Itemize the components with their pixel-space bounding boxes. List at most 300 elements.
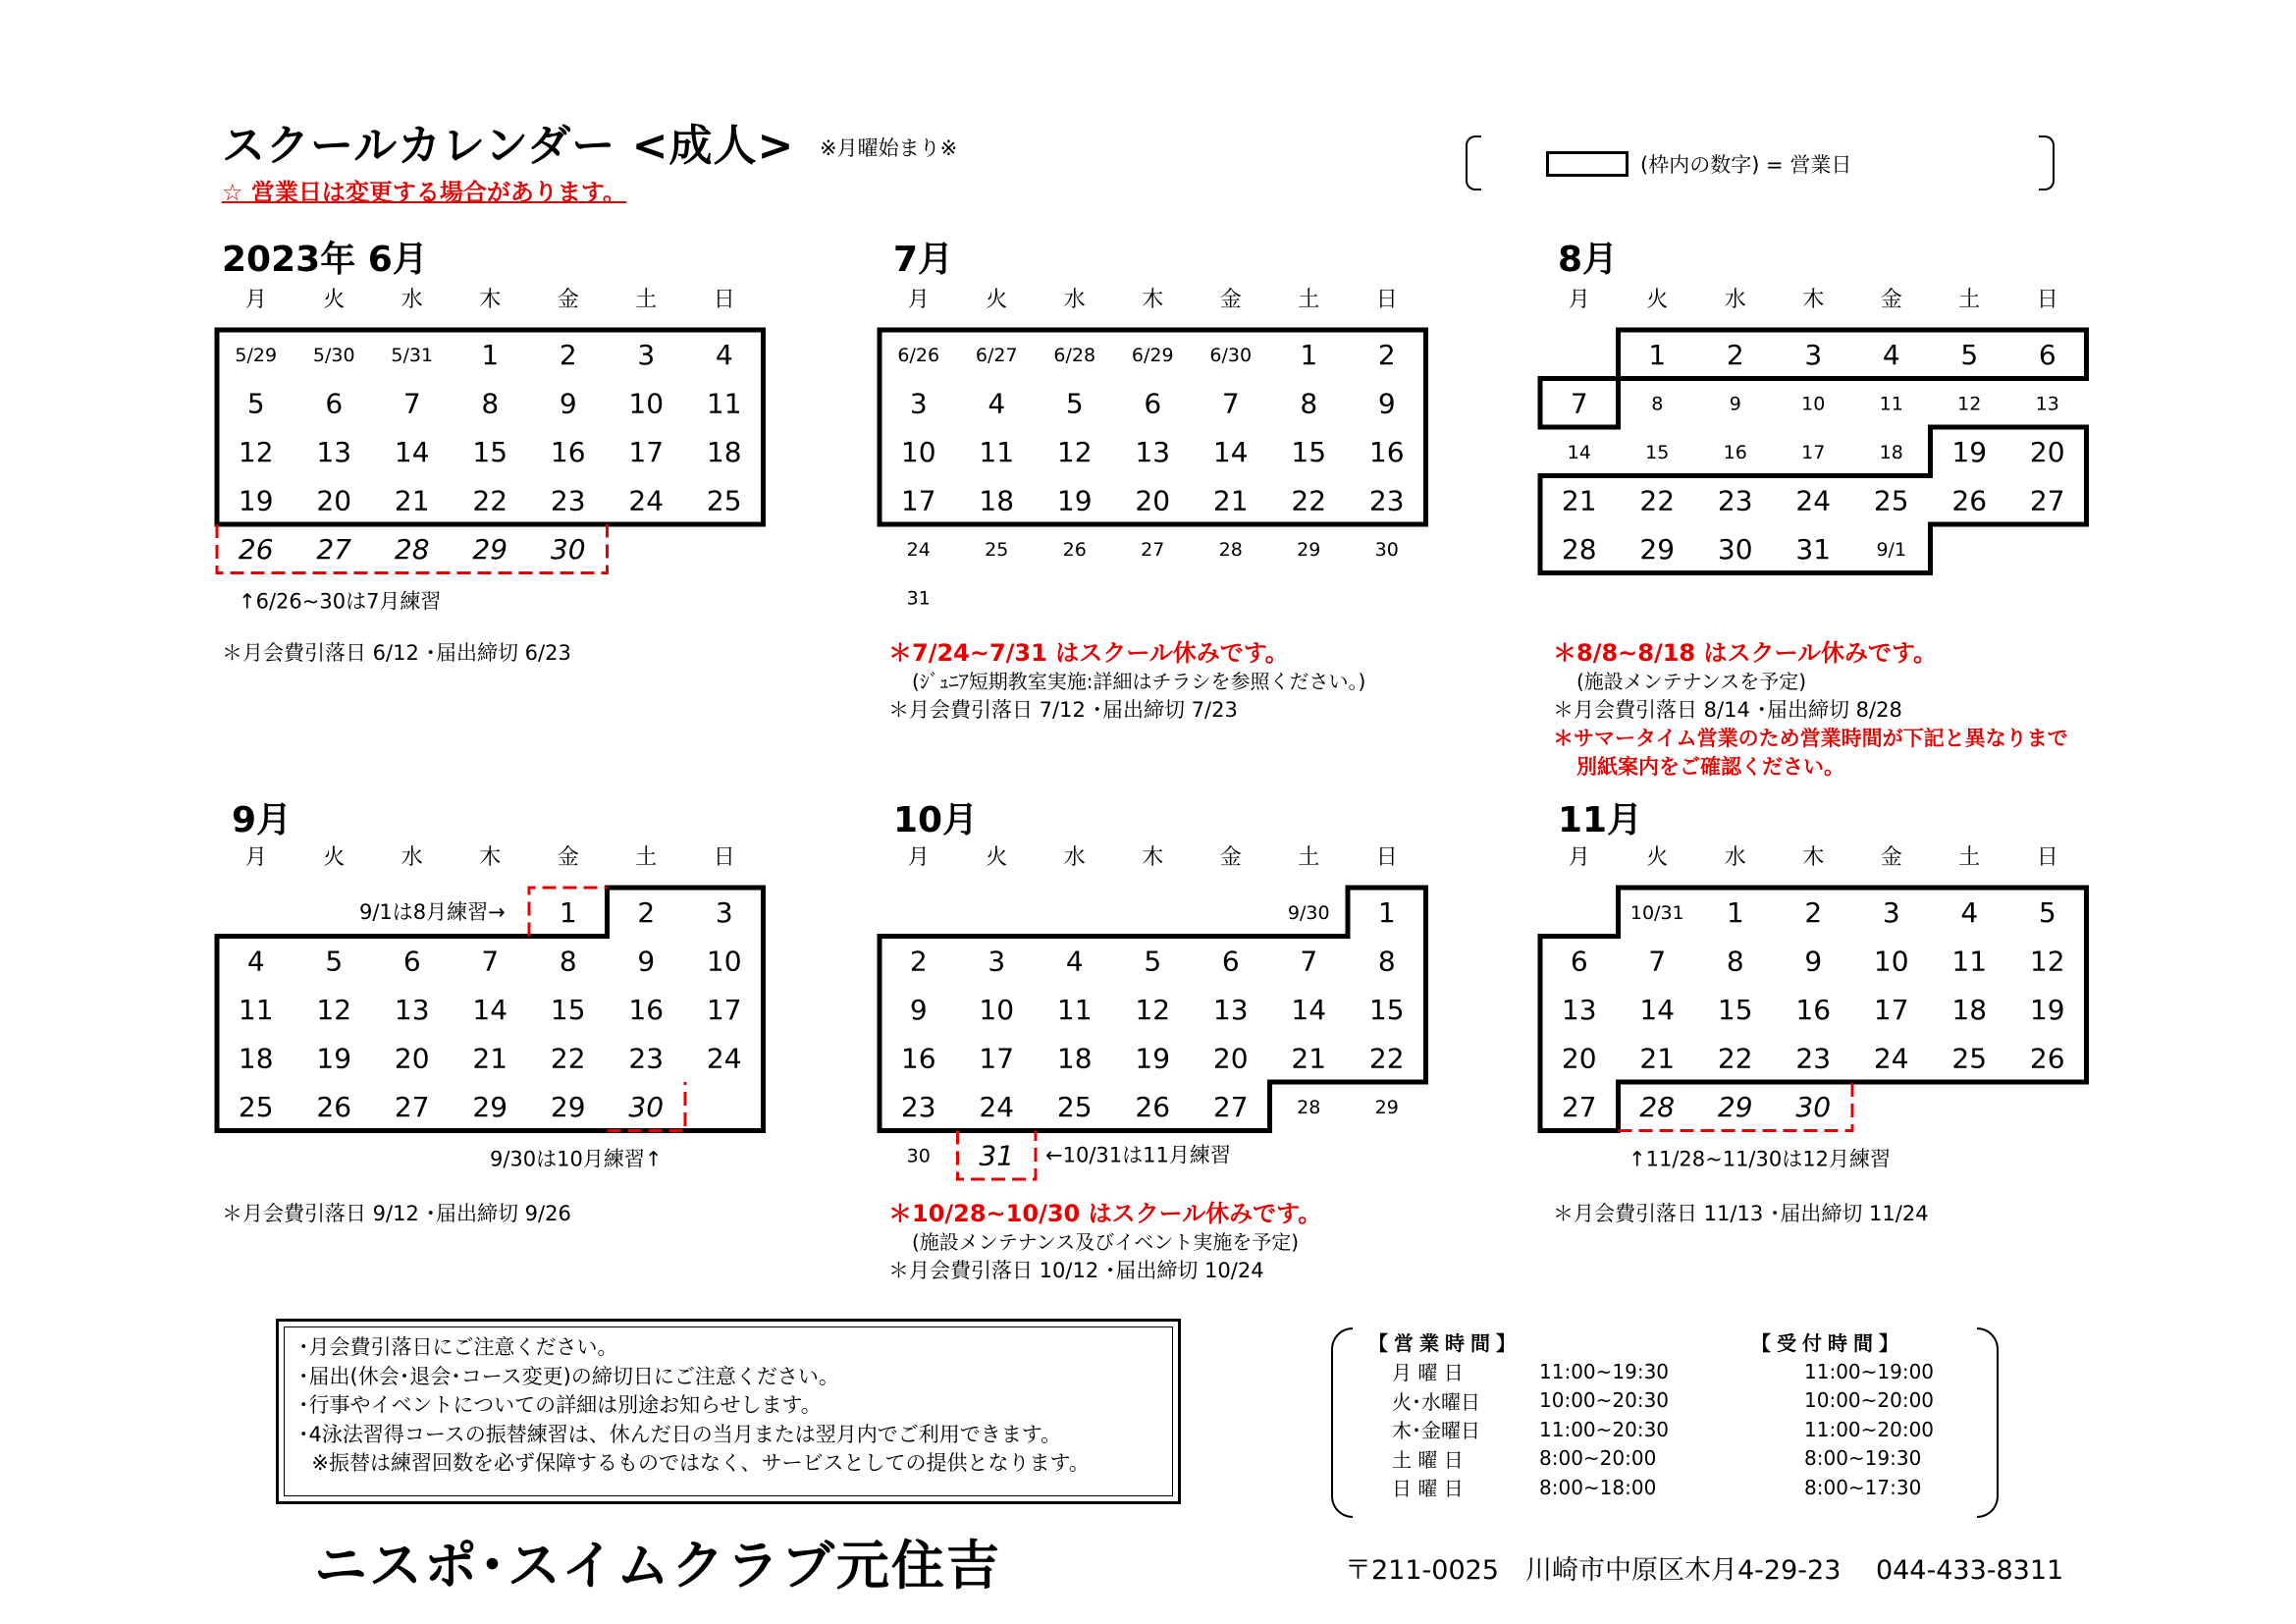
day-cell: 23 [1368,484,1405,517]
day-cell: 11 [238,993,274,1026]
day-cell: 30 [550,532,586,566]
day-cell: 11 [1951,945,1988,978]
weekday-header: 土 [1958,845,1981,870]
day-cell: 31 [1795,532,1832,566]
day-cell: 12 [1957,393,1982,415]
day-cell: 7 [1300,945,1318,978]
day-cell: 20 [316,484,352,517]
day-cell: 30 [1795,1090,1832,1123]
hours-table [1331,1327,1999,1514]
hours-row [1392,1444,1934,1474]
day-cell: 22 [1368,1042,1405,1075]
day-cell: 19 [1056,484,1093,517]
day-cell: 1 [1726,895,1744,929]
day-cell: 14 [1291,993,1327,1026]
day-cell: 7 [1648,945,1667,978]
calendar-note: ＊月会費引落日 7/12 ･届出締切 7/23 [888,698,1238,722]
weekday-header: 土 [635,845,658,870]
calendar-note: ＊月会費引落日 9/12 ･届出締切 9/26 [222,1202,571,1225]
day-cell: 21 [1291,1042,1327,1075]
day-cell: 12 [1056,435,1093,468]
weekday-header: 金 [1219,845,1242,870]
weekday-header: 木 [1802,845,1825,870]
day-cell: 27 [2029,484,2065,517]
day-cell: 3 [1804,338,1823,371]
day-cell: 30 [906,1145,931,1167]
weekday-header: 金 [1880,288,1902,312]
day-cell: 29 [472,1090,508,1123]
hours-day: 火･水曜日 [1392,1389,1480,1414]
calendar-note: 別紙案内をご確認ください。 [1576,755,1844,779]
weekday-header: 金 [557,845,579,870]
day-cell: 29 [1374,1096,1399,1118]
day-cell: 25 [1056,1090,1093,1123]
day-cell: 1 [1300,338,1318,371]
notice-box [276,1319,1181,1504]
calendar-note: (ｼﾞｭﾆｱ短期教室実施:詳細はチラシを参照ください。) [912,670,1366,693]
day-cell: 19 [1951,435,1988,468]
day-cell: 9 [1729,393,1741,415]
notes-july [888,639,1365,725]
weekday-header: 日 [2036,288,2058,312]
day-cell: 8 [1377,945,1396,978]
day-cell: 12 [238,435,274,468]
weekday-header: 月 [1568,845,1590,870]
day-cell: 6 [1221,945,1240,978]
day-cell: 1 [559,895,577,929]
day-cell: 27 [1561,1090,1597,1123]
page-title: スクールカレンダー <成人> [222,121,795,171]
day-cell: 18 [706,435,742,468]
title-note: ※月曜始まり※ [820,136,958,160]
weekday-header: 日 [713,288,735,312]
weekday-header: 金 [1880,845,1902,870]
day-cell: 9 [1377,387,1396,420]
day-cell: 22 [472,484,508,517]
day-cell: 17 [1801,441,1826,463]
calendar-1-cells [897,288,1404,609]
day-cell: 14 [1639,993,1676,1026]
day-cell: 13 [2035,393,2059,415]
weekday-header: 水 [400,845,423,870]
day-cell: 9 [909,993,928,1026]
day-cell: 2 [1377,338,1396,371]
hours-row [1392,1415,1934,1444]
calendar-note: ＊8/8~8/18 はスクール休みです。 [1553,639,1938,667]
day-cell: 3 [637,338,656,371]
day-cell: 26 [316,1090,352,1123]
hours-bracket-right [1977,1327,1999,1518]
calendar-annotation: 9/30は10月練習↑ [490,1147,663,1171]
weekday-header: 日 [713,845,735,870]
day-cell: 23 [628,1042,665,1075]
day-cell: 18 [979,484,1015,517]
day-cell: 6/27 [975,344,1018,366]
day-cell: 4 [988,387,1006,420]
calendar-note: ＊月会費引落日 11/13 ･届出締切 11/24 [1553,1202,1929,1225]
day-cell: 19 [238,484,274,517]
day-cell: 9 [559,387,577,420]
day-cell: 21 [1561,484,1597,517]
day-cell: 24 [1795,484,1832,517]
day-cell: 23 [1717,484,1753,517]
day-cell: 6/28 [1053,344,1096,366]
weekday-header: 土 [1958,288,1981,312]
hours-business: 11:00~20:30 [1539,1417,1670,1441]
weekday-header: 土 [1298,845,1320,870]
calendar-title: 8月 [1558,240,1619,280]
day-cell: 24 [906,538,931,561]
reception-hours-header: 【受付時間】 [1751,1331,1904,1356]
day-cell: 2 [1804,895,1823,929]
day-cell: 2 [637,895,656,929]
day-cell: 19 [2029,993,2065,1026]
day-cell: 28 [1561,532,1597,566]
day-cell: 12 [1135,993,1171,1026]
day-cell: 9/1 [1876,538,1907,561]
day-cell: 6/29 [1131,344,1174,366]
day-cell: 3 [1882,895,1900,929]
day-cell: 7 [1570,387,1588,420]
day-cell: 22 [1291,484,1327,517]
day-cell: 24 [706,1042,742,1075]
day-cell: 15 [1717,993,1753,1026]
day-cell: 10 [1801,393,1826,415]
day-cell: 26 [2029,1042,2065,1075]
day-cell: 12 [316,993,352,1026]
weekday-header: 金 [1219,288,1242,312]
day-cell: 18 [238,1042,274,1075]
day-cell: 8 [559,945,577,978]
notice-item: ※振替は練習回数を必ず保障するものではなく、サービスとしての提供となります。 [298,1451,1090,1475]
day-cell: 12 [2029,945,2065,978]
day-cell: 30 [628,1090,665,1123]
hours-row [1392,1357,1934,1386]
day-cell: 5 [2038,895,2056,929]
calendar-note: (施設メンテナンス及びイベント実施を予定) [912,1230,1300,1254]
notes-august [1553,639,2068,782]
club-name: ニスポ･スイムクラブ元住吉 [314,1535,1001,1597]
day-cell: 1 [1648,338,1667,371]
day-cell: 2 [909,945,928,978]
day-cell: 18 [1879,441,1903,463]
weekday-header: 日 [1375,288,1398,312]
day-cell: 29 [1717,1090,1753,1123]
hours-day: 木･金曜日 [1392,1419,1480,1443]
hours-row [1392,1473,1934,1502]
day-cell: 8 [481,387,500,420]
calendar-title: 11月 [1558,800,1643,840]
weekday-header: 木 [1142,845,1164,870]
hours-reception: 10:00~20:00 [1804,1388,1935,1413]
hours-day: 月 曜 日 [1392,1361,1464,1385]
calendar-note: ＊月会費引落日 10/12 ･届出締切 10/24 [888,1259,1264,1282]
day-cell: 3 [988,945,1006,978]
day-cell: 6/26 [897,344,940,366]
day-cell: 17 [628,435,665,468]
day-cell: 5 [1144,945,1162,978]
hours-business: 10:00~20:30 [1539,1388,1670,1413]
notes-june [222,639,571,668]
day-cell: 24 [628,484,665,517]
day-cell: 5/30 [312,344,355,366]
day-cell: 28 [1218,538,1243,561]
day-cell: 4 [246,945,265,978]
calendar-note: ＊月会費引落日 8/14 ･届出締切 8/28 [1553,698,1902,722]
notice-item: ･月会費引落日にご注意ください。 [298,1335,618,1359]
day-cell: 20 [1212,1042,1249,1075]
day-cell: 13 [1561,993,1597,1026]
hours-reception: 8:00~19:30 [1804,1446,1922,1471]
day-cell: 19 [1135,1042,1171,1075]
day-cell: 11 [1879,393,1903,415]
day-cell: 23 [900,1090,936,1123]
day-cell: 3 [715,895,733,929]
calendar-annotation: ↑11/28~11/30は12月練習 [1629,1147,1891,1171]
day-cell: 27 [394,1090,430,1123]
weekday-header: 月 [907,288,930,312]
weekday-header: 月 [907,845,930,870]
weekday-header: 火 [1646,845,1669,870]
notes-september [222,1200,571,1228]
weekday-header: 日 [2036,845,2058,870]
day-cell: 27 [1212,1090,1249,1123]
calendar-title: 10月 [893,800,979,840]
calendar-title: 9月 [232,800,293,840]
weekday-header: 木 [1142,288,1164,312]
calendar-4-cells [901,845,1405,1171]
day-cell: 26 [1951,484,1988,517]
day-cell: 16 [1795,993,1832,1026]
day-cell: 25 [706,484,742,517]
day-cell: 25 [238,1090,274,1123]
day-cell: 16 [1723,441,1747,463]
day-cell: 18 [1056,1042,1093,1075]
day-cell: 9/30 [1287,901,1330,924]
hours-business: 8:00~18:00 [1539,1475,1657,1499]
weekday-header: 水 [1724,845,1746,870]
weekday-header: 水 [1063,288,1086,312]
calendar-title: 7月 [893,240,954,280]
day-cell: 4 [715,338,733,371]
day-cell: 7 [402,387,421,420]
day-cell: 21 [472,1042,508,1075]
day-cell: 28 [394,532,430,566]
day-cell: 23 [1795,1042,1832,1075]
notes-november [1553,1200,1929,1228]
day-cell: 5 [246,387,265,420]
day-cell: 2 [559,338,577,371]
weekday-header: 月 [244,845,267,870]
day-cell: 11 [706,387,742,420]
day-cell: 10 [1873,945,1909,978]
day-cell: 31 [906,587,931,610]
day-cell: 14 [1212,435,1249,468]
day-cell: 25 [1873,484,1909,517]
day-cell: 20 [2029,435,2065,468]
day-cell: 17 [706,993,742,1026]
day-cell: 6 [402,945,421,978]
day-cell: 29 [1297,538,1321,561]
weekday-header: 月 [1568,288,1590,312]
day-cell: 10 [628,387,665,420]
day-cell: 20 [394,1042,430,1075]
weekday-header: 木 [479,845,502,870]
calendar-annotation: ←10/31は11月練習 [1045,1143,1231,1167]
calendar-note: ＊月会費引落日 6/12 ･届出締切 6/23 [222,641,571,665]
day-cell: 6 [1570,945,1588,978]
day-cell: 13 [316,435,352,468]
day-cell: 5 [1065,387,1084,420]
day-cell: 10/31 [1629,901,1684,924]
day-cell: 15 [550,993,586,1026]
day-cell: 27 [1141,538,1165,561]
day-cell: 6 [2038,338,2056,371]
hours-day: 日 曜 日 [1392,1477,1464,1501]
day-cell: 6/30 [1209,344,1253,366]
day-cell: 30 [1717,532,1753,566]
weekday-header: 火 [986,845,1008,870]
day-cell: 15 [1368,993,1405,1026]
day-cell: 6 [1144,387,1162,420]
weekday-header: 水 [1724,288,1746,312]
weekday-header: 火 [323,288,346,312]
weekday-header: 木 [1802,288,1825,312]
day-cell: 23 [550,484,586,517]
day-cell: 8 [1726,945,1744,978]
hours-row [1392,1386,1934,1416]
day-cell: 19 [316,1042,352,1075]
weekday-header: 木 [479,288,502,312]
day-cell: 29 [1639,532,1676,566]
day-cell: 7 [481,945,500,978]
legend-text: (枠内の数字) = 営業日 [1640,153,1852,177]
calendar-note: ＊10/28~10/30 はスクール休みです。 [888,1200,1322,1227]
weekday-header: 日 [1375,845,1398,870]
day-cell: 26 [1135,1090,1171,1123]
hours-reception: 11:00~19:00 [1804,1359,1935,1383]
day-cell: 17 [979,1042,1015,1075]
day-cell: 5/31 [391,344,434,366]
day-cell: 8 [1300,387,1318,420]
day-cell: 29 [472,532,508,566]
day-cell: 17 [1873,993,1909,1026]
notice-item: ･届出(休会･退会･コース変更)の締切日にご注意ください。 [298,1364,839,1388]
day-cell: 5 [1960,338,1979,371]
calendar-note: (施設メンテナンスを予定) [1576,670,1807,693]
weekday-header: 火 [323,845,346,870]
calendar-note: ＊7/24~7/31 はスクール休みです。 [888,639,1289,667]
club-address: 〒211-0025 川崎市中原区木月4-29-23 044-433-8311 [1345,1555,2064,1586]
weekday-header: 月 [244,288,267,312]
day-cell: 27 [316,532,352,566]
day-cell: 10 [979,993,1015,1026]
calendar-note: ＊サマータイム営業のため営業時間が下記と異なりまで [1553,727,2068,750]
business-hours-header: 【営業時間】 [1368,1331,1522,1356]
hours-reception: 11:00~20:00 [1804,1417,1935,1441]
day-cell: 14 [472,993,508,1026]
day-cell: 28 [1297,1096,1321,1118]
weekday-header: 火 [986,288,1008,312]
day-cell: 18 [1951,993,1988,1026]
day-cell: 6 [325,387,344,420]
day-cell: 1 [1377,895,1396,929]
day-cell: 10 [900,435,936,468]
day-cell: 16 [900,1042,936,1075]
hours-reception: 8:00~17:30 [1804,1475,1922,1499]
day-cell: 16 [628,993,665,1026]
calendar-annotation: ↑6/26~30は7月練習 [239,589,442,614]
day-cell: 10 [706,945,742,978]
day-cell: 4 [1882,338,1900,371]
day-cell: 4 [1065,945,1084,978]
day-cell: 24 [1873,1042,1909,1075]
hours-rows [1392,1357,1934,1502]
day-cell: 20 [1561,1042,1597,1075]
day-cell: 3 [909,387,928,420]
day-cell: 22 [550,1042,586,1075]
day-cell: 28 [1639,1090,1676,1123]
day-cell: 8 [1651,393,1664,415]
hours-grid [1368,1327,1904,1357]
day-cell: 1 [481,338,500,371]
hours-business: 11:00~19:30 [1539,1359,1670,1383]
day-cell: 29 [550,1090,586,1123]
day-cell: 16 [550,435,586,468]
day-cell: 13 [1135,435,1171,468]
day-cell: 4 [1960,895,1979,929]
weekday-header: 土 [635,288,658,312]
weekday-header: 土 [1298,288,1320,312]
day-cell: 21 [1639,1042,1676,1075]
day-cell: 20 [1135,484,1171,517]
day-cell: 7 [1221,387,1240,420]
hours-day: 土 曜 日 [1392,1447,1464,1472]
weekday-header: 金 [557,288,579,312]
day-cell: 31 [979,1139,1015,1172]
day-cell: 14 [1567,441,1591,463]
day-cell: 22 [1639,484,1676,517]
day-cell: 15 [1645,441,1670,463]
day-cell: 13 [394,993,430,1026]
business-day-warning: ☆ 営業日は変更する場合があります。 [222,179,626,206]
hours-bracket-left [1331,1327,1353,1518]
day-cell: 24 [979,1090,1015,1123]
day-cell: 26 [1062,538,1087,561]
day-cell: 21 [1212,484,1249,517]
day-cell: 9 [637,945,656,978]
day-cell: 22 [1717,1042,1753,1075]
day-cell: 11 [979,435,1015,468]
notes-october [888,1200,1321,1285]
weekday-header: 火 [1646,288,1669,312]
day-cell: 25 [1951,1042,1988,1075]
weekday-header: 水 [400,288,423,312]
day-cell: 11 [1056,993,1093,1026]
day-cell: 25 [985,538,1009,561]
notice-list [284,1326,1173,1496]
notice-item: ･行事やイベントについての詳細は別途お知らせします。 [298,1393,822,1417]
weekday-header: 水 [1063,845,1086,870]
day-cell: 9 [1804,945,1823,978]
calendar-annotation: 9/1は8月練習→ [359,900,506,924]
day-cell: 5/29 [235,344,278,366]
day-cell: 13 [1212,993,1249,1026]
day-cell: 16 [1368,435,1405,468]
day-cell: 14 [394,435,430,468]
hours-business: 8:00~20:00 [1539,1446,1657,1471]
day-cell: 21 [394,484,430,517]
